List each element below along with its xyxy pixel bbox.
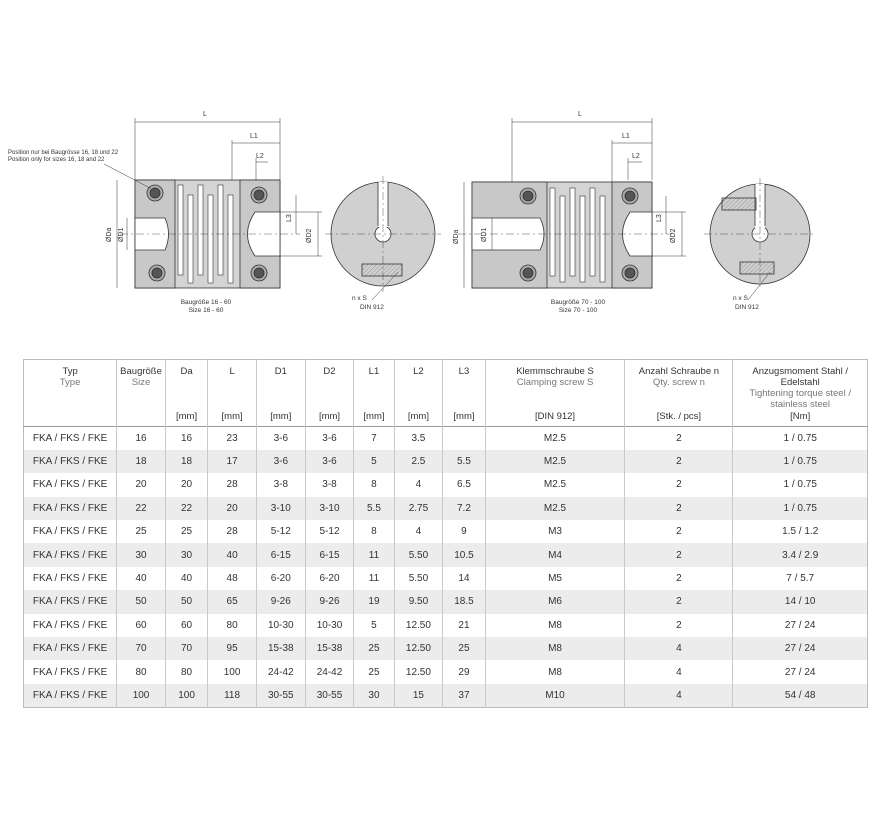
table-cell: 30-55 <box>256 684 305 707</box>
column-header-de: Klemmschraube S <box>516 366 594 377</box>
table-cell: 6.5 <box>443 473 485 496</box>
table-cell: 28 <box>208 473 257 496</box>
table-cell: 100 <box>165 684 207 707</box>
table-cell: 2 <box>625 520 733 543</box>
column-header <box>305 360 354 427</box>
right-caption-en: Size 70 - 100 <box>558 307 598 314</box>
table-cell: 3-6 <box>256 427 305 450</box>
column-header-de: L <box>229 366 235 377</box>
right-caption-de: Baugröße 70 - 100 <box>550 299 606 306</box>
table-cell: 2.75 <box>394 497 443 520</box>
column-header-en: Size <box>131 377 151 388</box>
column-header-unit: [mm] <box>453 411 475 422</box>
table-cell: 8 <box>354 520 394 543</box>
table-cell: 11 <box>354 543 394 566</box>
column-header-unit: [Nm] <box>790 411 811 422</box>
table-cell: 40 <box>165 567 207 590</box>
table-row <box>24 614 868 637</box>
table-cell: 10-30 <box>305 614 354 637</box>
table-cell: 3-6 <box>256 450 305 473</box>
table-cell: 14 <box>443 567 485 590</box>
table-cell: 3-6 <box>305 427 354 450</box>
table-cell: 80 <box>117 660 166 683</box>
table-row <box>24 520 868 543</box>
table-cell: FKA / FKS / FKE <box>24 520 117 543</box>
dim-l1-left: L1 <box>250 133 258 140</box>
table-cell: 1 / 0.75 <box>783 432 817 444</box>
table-cell: FKA / FKS / FKE <box>24 427 117 450</box>
table-cell: 80 <box>208 614 257 637</box>
table-cell: 1 / 0.75 <box>783 456 817 468</box>
table-cell: 4 <box>394 520 443 543</box>
column-header-de: D1 <box>274 366 287 377</box>
table-cell: 3.4 / 2.9 <box>782 549 819 561</box>
table-cell: 19 <box>354 590 394 613</box>
specifications-table <box>23 359 868 708</box>
table-cell: 2 <box>625 473 733 496</box>
dim-l1-right: L1 <box>622 133 630 140</box>
dim-l-right: L <box>578 111 582 118</box>
table-cell: 20 <box>208 497 257 520</box>
table-cell: M10 <box>485 684 625 707</box>
table-cell: 30 <box>354 684 394 707</box>
column-header <box>117 360 166 427</box>
table-cell: FKA / FKS / FKE <box>24 614 117 637</box>
column-header-unit: [DIN 912] <box>534 411 576 422</box>
table-cell: 3-6 <box>305 450 354 473</box>
table-cell: 50 <box>117 590 166 613</box>
table-cell: 70 <box>117 637 166 660</box>
table-cell: 4 <box>625 660 733 683</box>
right-end-view <box>704 178 816 300</box>
technical-drawings <box>0 0 890 340</box>
table-cell: 2 <box>625 543 733 566</box>
table-cell: FKA / FKS / FKE <box>24 473 117 496</box>
table-cell: 17 <box>208 450 257 473</box>
table-row <box>24 567 868 590</box>
table-row <box>24 427 868 450</box>
table-cell: 18.5 <box>443 590 485 613</box>
table-cell: 118 <box>208 684 257 707</box>
table-cell: 10.5 <box>443 543 485 566</box>
column-header-unit: [mm] <box>318 411 341 422</box>
column-header-unit: [mm] <box>363 411 385 422</box>
table-cell: 12.50 <box>394 614 443 637</box>
table-cell: 23 <box>208 427 257 450</box>
table-cell: 21 <box>443 614 485 637</box>
table-cell: 80 <box>165 660 207 683</box>
table-cell: 25 <box>165 520 207 543</box>
table-cell: FKA / FKS / FKE <box>24 567 117 590</box>
right-side-view <box>458 118 686 288</box>
table-cell: 7.2 <box>443 497 485 520</box>
left-din-label: DIN 912 <box>360 304 384 311</box>
table-cell: 3-10 <box>256 497 305 520</box>
position-note-en: Position only for sizes 16, 18 and 22 <box>8 157 105 163</box>
table-cell <box>443 427 485 450</box>
table-cell: 3-8 <box>256 473 305 496</box>
table-cell: 28 <box>208 520 257 543</box>
table-cell: 40 <box>208 543 257 566</box>
table-cell: 15 <box>394 684 443 707</box>
table-body <box>24 427 868 708</box>
table-cell: 6-20 <box>256 567 305 590</box>
table-cell: M6 <box>485 590 625 613</box>
column-header-de: Baugröße <box>120 366 162 377</box>
table-cell: 30-55 <box>305 684 354 707</box>
table-row <box>24 590 868 613</box>
dim-l3-right: L3 <box>656 214 663 222</box>
position-note-de: Position nur bei Baugrösse 16, 18 und 22 <box>8 150 119 156</box>
table-row <box>24 497 868 520</box>
column-header <box>394 360 443 427</box>
table-cell: 2 <box>625 497 733 520</box>
table-cell: 16 <box>165 427 207 450</box>
left-end-view <box>325 176 441 300</box>
table-row <box>24 473 868 496</box>
table-cell: FKA / FKS / FKE <box>24 590 117 613</box>
table-cell: 10-30 <box>256 614 305 637</box>
column-header-de: Anzahl Schraube n <box>638 366 720 377</box>
table-cell: 3-10 <box>305 497 354 520</box>
column-header <box>443 360 485 427</box>
table-row <box>24 450 868 473</box>
table-cell: 100 <box>117 684 166 707</box>
column-header-de: Anzugsmoment Stahl / Edelstahl <box>752 366 848 388</box>
left-side-view <box>104 118 322 288</box>
table-row <box>24 637 868 660</box>
table-cell: 5 <box>354 614 394 637</box>
table-cell: 1 / 0.75 <box>783 502 817 514</box>
table-cell: 1.5 / 1.2 <box>782 526 819 538</box>
dim-d1-left: ØD1 <box>118 227 125 242</box>
left-screw-label: n x S <box>352 295 367 302</box>
column-header <box>354 360 394 427</box>
table-cell: FKA / FKS / FKE <box>24 450 117 473</box>
dim-da-left: ØDa <box>106 227 113 242</box>
column-header <box>24 360 117 427</box>
table-cell: 5 <box>354 450 394 473</box>
table-cell: 24-42 <box>305 660 354 683</box>
column-header-unit: [mm] <box>407 411 429 422</box>
table-cell: 29 <box>443 660 485 683</box>
table-cell: M5 <box>485 567 625 590</box>
table-cell: FKA / FKS / FKE <box>24 543 117 566</box>
table-cell: 4 <box>625 637 733 660</box>
table-cell: 37 <box>443 684 485 707</box>
table-cell: 2.5 <box>394 450 443 473</box>
table-cell: 15-38 <box>305 637 354 660</box>
table-cell: 2 <box>625 450 733 473</box>
table-cell: 9 <box>443 520 485 543</box>
dim-d2-right: ØD2 <box>670 228 677 243</box>
column-header-unit: [mm] <box>221 411 243 422</box>
dim-l2-left: L2 <box>256 153 264 160</box>
table-cell: 60 <box>117 614 166 637</box>
table-row <box>24 684 868 707</box>
table-cell: 18 <box>117 450 166 473</box>
table-cell: 5.5 <box>354 497 394 520</box>
dim-l-left: L <box>203 111 207 118</box>
table-cell: 12.50 <box>394 637 443 660</box>
table-cell: 3-8 <box>305 473 354 496</box>
table-cell: M2.5 <box>485 473 625 496</box>
table-row <box>24 543 868 566</box>
column-header-de: L1 <box>368 366 380 377</box>
table-cell: 2 <box>625 614 733 637</box>
table-cell: M8 <box>485 637 625 660</box>
table-cell: 9-26 <box>305 590 354 613</box>
table-cell: 1 / 0.75 <box>783 479 817 491</box>
table-cell: FKA / FKS / FKE <box>24 684 117 707</box>
table-cell: 27 / 24 <box>784 619 816 631</box>
table-cell: 60 <box>165 614 207 637</box>
table-cell: 30 <box>117 543 166 566</box>
table-cell: 4 <box>394 473 443 496</box>
table-cell: 5.5 <box>443 450 485 473</box>
column-header <box>165 360 207 427</box>
table-cell: 15-38 <box>256 637 305 660</box>
table-cell: 70 <box>165 637 207 660</box>
column-header-de: Da <box>180 366 193 377</box>
table-cell: 18 <box>165 450 207 473</box>
table-cell: 30 <box>165 543 207 566</box>
dim-l3-left: L3 <box>286 214 293 222</box>
table-cell: 5.50 <box>394 543 443 566</box>
column-header-unit: [mm] <box>270 411 292 422</box>
table-cell: 22 <box>117 497 166 520</box>
table-cell: M8 <box>485 614 625 637</box>
dim-l2-right: L2 <box>632 153 640 160</box>
coupling-drawing-svg <box>0 0 890 340</box>
table-cell: M3 <box>485 520 625 543</box>
column-header <box>625 360 733 427</box>
table-cell: FKA / FKS / FKE <box>24 637 117 660</box>
table-cell: 95 <box>208 637 257 660</box>
table-cell: 2 <box>625 567 733 590</box>
column-header-en: Tightening torque steel / stainless steel <box>749 388 851 410</box>
left-caption-en: Size 16 - 60 <box>188 307 224 314</box>
column-header <box>485 360 625 427</box>
table-cell: 27 / 24 <box>784 666 816 678</box>
table-cell: 7 / 5.7 <box>786 573 815 585</box>
table-cell: 8 <box>354 473 394 496</box>
table-cell: 7 <box>354 427 394 450</box>
table-cell: 54 / 48 <box>784 689 816 701</box>
table-cell: 6-15 <box>256 543 305 566</box>
dim-d2-left: ØD2 <box>306 228 313 243</box>
table-cell: 40 <box>117 567 166 590</box>
table-cell: 65 <box>208 590 257 613</box>
dim-da-right: ØDa <box>453 229 460 244</box>
column-header <box>256 360 305 427</box>
table-row <box>24 660 868 683</box>
table-cell: 5-12 <box>305 520 354 543</box>
table-cell: 6-15 <box>305 543 354 566</box>
table-cell: 48 <box>208 567 257 590</box>
column-header-en: Type <box>59 377 81 388</box>
table-cell: 12.50 <box>394 660 443 683</box>
table-cell: 20 <box>117 473 166 496</box>
table-cell: 25 <box>354 637 394 660</box>
table-cell: 20 <box>165 473 207 496</box>
table-cell: 50 <box>165 590 207 613</box>
table-cell: 5-12 <box>256 520 305 543</box>
column-header-de: Typ <box>62 366 78 377</box>
table-cell: M2.5 <box>485 450 625 473</box>
table-cell: 2 <box>625 427 733 450</box>
table-cell: FKA / FKS / FKE <box>24 660 117 683</box>
column-header-de: L2 <box>413 366 424 377</box>
dim-d1-right: ØD1 <box>481 227 488 242</box>
table-cell: 27 / 24 <box>784 643 816 655</box>
table-cell: 25 <box>354 660 394 683</box>
table-cell: 25 <box>443 637 485 660</box>
table-cell: 25 <box>117 520 166 543</box>
table-cell: M2.5 <box>485 427 625 450</box>
column-header-en: Clamping screw S <box>516 377 594 388</box>
table-cell: 100 <box>208 660 257 683</box>
right-screw-label: n x S <box>733 295 748 302</box>
table-cell: 9.50 <box>394 590 443 613</box>
column-header <box>733 360 868 427</box>
table-cell: 14 / 10 <box>784 596 816 608</box>
right-din-label: DIN 912 <box>735 304 759 311</box>
table-cell: 6-20 <box>305 567 354 590</box>
column-header-en: Qty. screw n <box>652 377 705 388</box>
table-cell: 4 <box>625 684 733 707</box>
left-caption-de: Baugröße 16 - 60 <box>180 299 232 306</box>
table-cell: 11 <box>354 567 394 590</box>
table-cell: 24-42 <box>256 660 305 683</box>
table-cell: FKA / FKS / FKE <box>24 497 117 520</box>
table-cell: 5.50 <box>394 567 443 590</box>
column-header-unit: [mm] <box>176 411 198 422</box>
column-header-de: D2 <box>323 366 336 377</box>
column-header-de: L3 <box>458 366 470 377</box>
table-header-row <box>24 360 868 427</box>
column-header-unit: [Stk. / pcs] <box>656 411 702 422</box>
table-cell: M8 <box>485 660 625 683</box>
column-header <box>208 360 257 427</box>
table-cell: M2.5 <box>485 497 625 520</box>
table-cell: 22 <box>165 497 207 520</box>
table-cell: M4 <box>485 543 625 566</box>
table-cell: 2 <box>625 590 733 613</box>
table-cell: 3.5 <box>394 427 443 450</box>
table-cell: 16 <box>117 427 166 450</box>
table-cell: 9-26 <box>256 590 305 613</box>
